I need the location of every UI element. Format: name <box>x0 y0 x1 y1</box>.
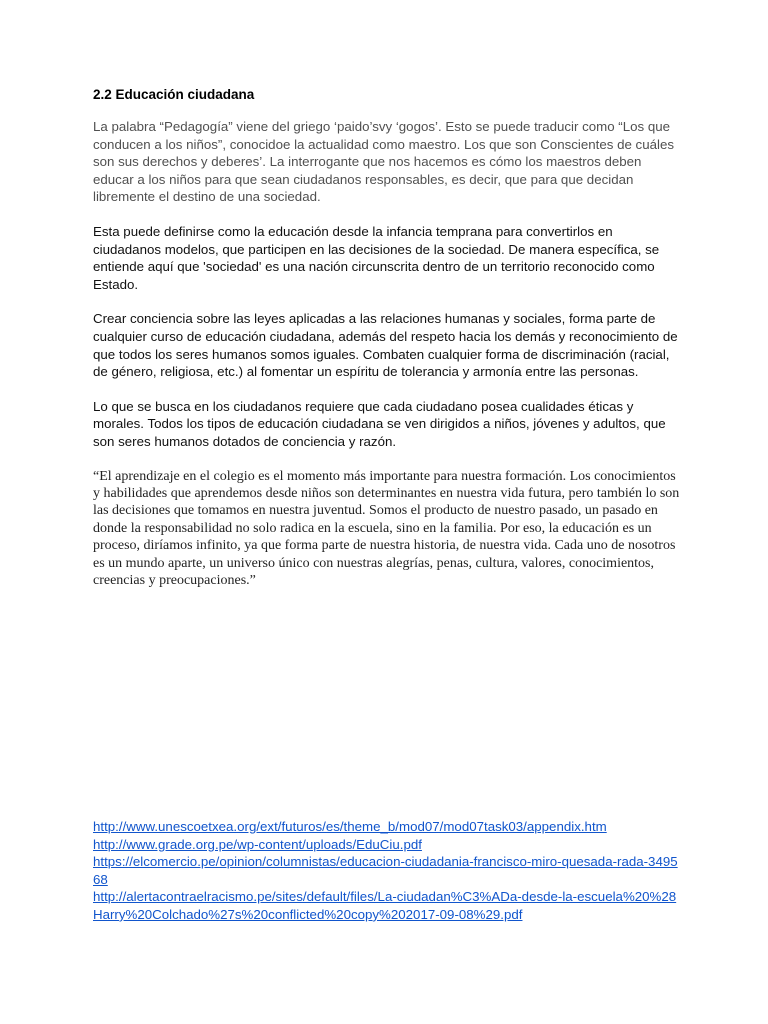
reference-link-elcomercio[interactable]: https://elcomercio.pe/opinion/columnistas/educacion-ciudadania-francisco-miro-quesada-rada-349568 <box>93 854 678 887</box>
paragraph-pedagogia: La palabra “Pedagogía” viene del griego ‘paido’svy ‘gogos’. Esto se puede traducir como “Los que conducen a los niños”, conocidoe la actualidad como maestro. Los que son Conscientes de cuáles son sus derechos y deberes’. La interrogante que nos hacemos es cómo los maestros deben educar a los niños para que sean ciudadanos responsables, es decir, que para que decidan libremente el destino de una sociedad. <box>93 119 674 205</box>
reference-link-alertacontraelracismo[interactable]: http://alertacontraelracismo.pe/sites/default/files/La-ciudadan%C3%ADa-desde-la-escuela%20%28Harry%20Colchado%27s%20conflicted%20copy%202017-09-08%29.pdf <box>93 889 677 922</box>
quote-block: “El aprendizaje en el colegio es el momento más importante para nuestra formación. Los conocimientos y habilidades que aprendemos desde niños son determinantes en nuestra vida futura, pero también lo son las decisiones que tomamos en nuestra juventud. Somos el producto de nuestro pasado, un pasado en donde la responsabilidad no solo radica en la escuela, sino en la familia. Por eso, la educación es un proceso, diríamos infinito, ya que forma parte de nuestra historia, de nuestra vida. Cada uno de nosotros es un mundo aparte, un universo único con nuestras alegrías, penas, cultura, valores, conocimientos, creencias y preocupaciones.” <box>93 468 680 588</box>
paragraph-conciencia: Crear conciencia sobre las leyes aplicadas a las relaciones humanas y sociales, forma parte de cualquier curso de educación ciudadana, además del respeto hacia los demás y reconocimiento de que todos los seres humanos somos iguales. Combaten cualquier forma de discriminación (racial, de género, religiosa, etc.) al fomentar un espíritu de tolerancia y armonía entre las personas. <box>93 311 678 380</box>
reference-link-grade[interactable]: http://www.grade.org.pe/wp-content/uploads/EduCiu.pdf <box>93 836 422 852</box>
document-body <box>93 86 683 589</box>
paragraph-cualidades: Lo que se busca en los ciudadanos requiere que cada ciudadano posea cualidades éticas y morales. Todos los tipos de educación ciudadana se ven dirigidos a niños, jóvenes y adultos, que son seres humanos dotados de conciencia y razón. <box>93 398 666 449</box>
section-heading: 2.2 Educación ciudadana <box>93 87 255 102</box>
reference-link-unescoetxea[interactable]: http://www.unescoetxea.org/ext/futuros/es/theme_b/mod07/mod07task03/appendix.htm <box>93 819 607 834</box>
reference-links <box>93 818 683 924</box>
paragraph-definicion: Esta puede definirse como la educación desde la infancia temprana para convertirlos en ciudadanos modelos, que participen en las decisiones de la sociedad. De manera específica, se entiende aquí que 'sociedad' es una nación circunscrita dentro de un territorio reconocido como Estado. <box>93 223 660 292</box>
